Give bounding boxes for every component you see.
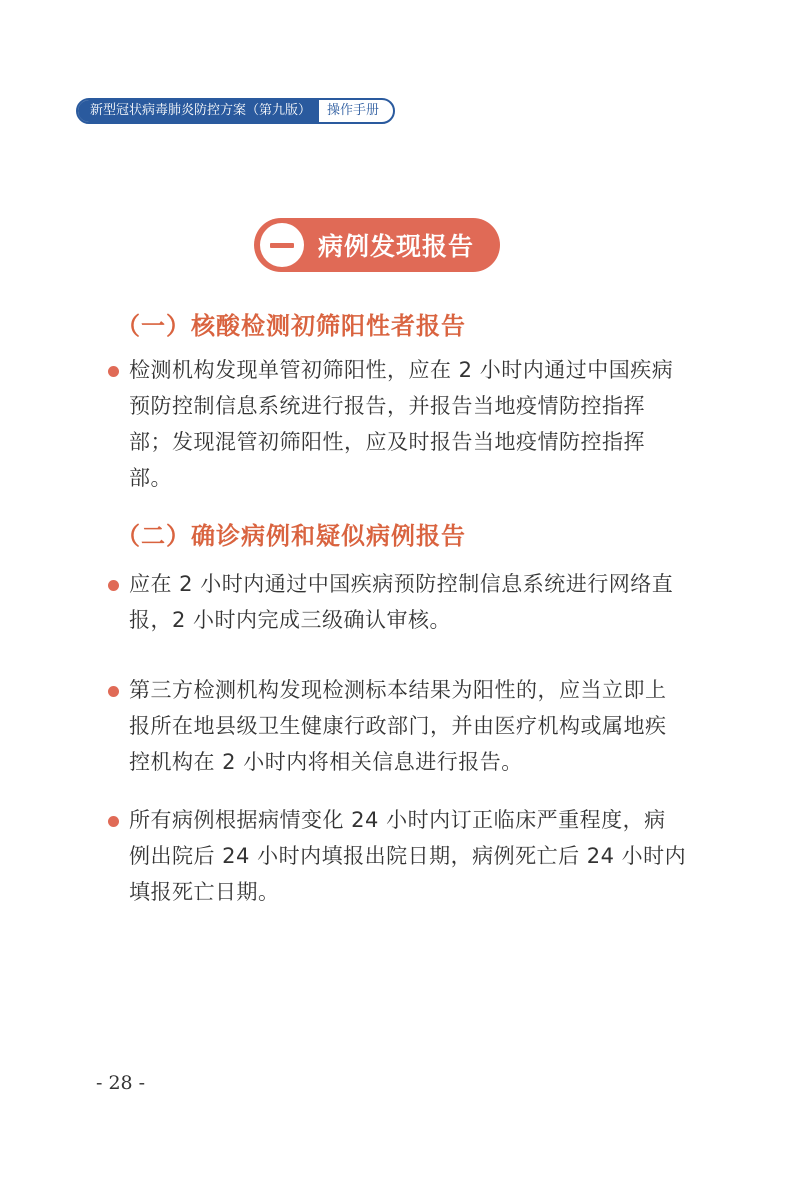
page-number: - 28 - [96,1072,146,1094]
subsection-heading-2: （二）确诊病例和疑似病例报告 [116,522,466,550]
bullet-item [108,672,708,780]
book-subtitle: 操作手册 [327,103,380,118]
section-number-badge [260,223,304,267]
section-banner [254,218,500,272]
book-title: 新型冠状病毒肺炎防控方案（第九版） [78,100,319,122]
bullet-text: 检测机构发现单管初筛阳性，应在 2 小时内通过中国疾病预防控制信息系统进行报告，并报告当地疫情防控指挥部；发现混管初筛阳性，应及时报告当地疫情防控指挥部。 [129,358,674,490]
bullet-item [108,352,708,496]
subsection-heading-1: （一）核酸检测初筛阳性者报告 [116,312,466,340]
bullet-dot-icon [108,580,119,591]
bullet-item [108,802,708,910]
section-number-dash [270,243,294,248]
bullet-item [108,566,708,638]
bullet-text: 所有病例根据病情变化 24 小时内订正临床严重程度，病例出院后 24 小时内填报出院日期，病例死亡后 24 小时内填报死亡日期。 [129,808,687,904]
bullet-dot-icon [108,686,119,697]
header-tag [76,98,395,124]
bullet-text: 第三方检测机构发现检测标本结果为阳性的，应当立即上报所在地县级卫生健康行政部门，并由医疗机构或属地疾控机构在 2 小时内将相关信息进行报告。 [129,678,667,774]
bullet-dot-icon [108,816,119,827]
bullet-dot-icon [108,366,119,377]
bullet-text: 应在 2 小时内通过中国疾病预防控制信息系统进行网络直报，2 小时内完成三级确认审核。 [129,572,674,632]
section-title: 病例发现报告 [318,232,475,261]
